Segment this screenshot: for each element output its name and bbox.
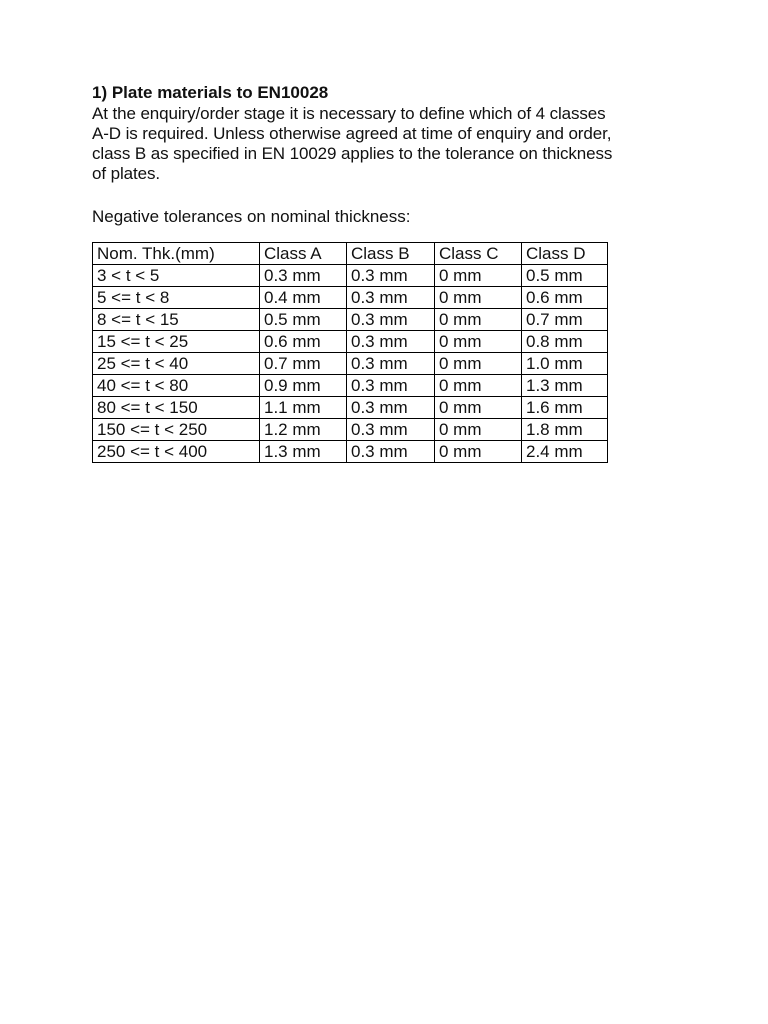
table-cell: 0.3 mm [347, 331, 435, 353]
table-cell: 0.9 mm [260, 375, 347, 397]
table-cell: 0.3 mm [347, 419, 435, 441]
paragraph-line: of plates. [92, 164, 160, 183]
table-cell: 0.4 mm [260, 287, 347, 309]
table-cell: 1.8 mm [522, 419, 608, 441]
table-row [93, 309, 608, 331]
table-row [93, 287, 608, 309]
table-cell: 0.3 mm [347, 375, 435, 397]
table-caption: Negative tolerances on nominal thickness: [92, 207, 411, 226]
table-cell: 150 <= t < 250 [93, 419, 260, 441]
table-cell: 0.3 mm [347, 353, 435, 375]
table-cell: 0.3 mm [260, 265, 347, 287]
header-cell: Nom. Thk.(mm) [93, 243, 260, 265]
table-cell: 2.4 mm [522, 441, 608, 463]
table-cell: 0.3 mm [347, 441, 435, 463]
table-row [93, 397, 608, 419]
table-cell: 0.3 mm [347, 309, 435, 331]
table-cell: 0.5 mm [260, 309, 347, 331]
table-cell: 0 mm [435, 375, 522, 397]
header-cell: Class C [435, 243, 522, 265]
table-row [93, 265, 608, 287]
table-cell: 1.1 mm [260, 397, 347, 419]
header-cell: Class D [522, 243, 608, 265]
table-cell: 1.6 mm [522, 397, 608, 419]
table-cell: 0 mm [435, 419, 522, 441]
table-cell: 8 <= t < 15 [93, 309, 260, 331]
table-header-row [93, 243, 608, 265]
paragraph-line: At the enquiry/order stage it is necessary to define which of 4 classes [92, 104, 606, 123]
table-cell: 0.6 mm [260, 331, 347, 353]
table-cell: 0 mm [435, 353, 522, 375]
table-cell: 0 mm [435, 309, 522, 331]
table-cell: 40 <= t < 80 [93, 375, 260, 397]
table-cell: 25 <= t < 40 [93, 353, 260, 375]
table-cell: 0.3 mm [347, 265, 435, 287]
table-row [93, 375, 608, 397]
table-cell: 0.8 mm [522, 331, 608, 353]
table-cell: 80 <= t < 150 [93, 397, 260, 419]
table-cell: 1.3 mm [522, 375, 608, 397]
table-cell: 0.7 mm [260, 353, 347, 375]
table-cell: 0 mm [435, 265, 522, 287]
paragraph-line: A-D is required. Unless otherwise agreed at time of enquiry and order, [92, 124, 612, 143]
table-cell: 1.2 mm [260, 419, 347, 441]
table-cell: 1.3 mm [260, 441, 347, 463]
table-cell: 0.7 mm [522, 309, 608, 331]
table-row [93, 353, 608, 375]
paragraph-line: class B as specified in EN 10029 applies to the tolerance on thickness [92, 144, 613, 163]
table-cell: 250 <= t < 400 [93, 441, 260, 463]
document-body [92, 82, 692, 463]
table-cell: 0 mm [435, 331, 522, 353]
table-cell: 0.5 mm [522, 265, 608, 287]
table-cell: 0.3 mm [347, 397, 435, 419]
table-row [93, 441, 608, 463]
table-cell: 1.0 mm [522, 353, 608, 375]
table-row [93, 331, 608, 353]
table-cell: 0.3 mm [347, 287, 435, 309]
table-row [93, 419, 608, 441]
table-cell: 3 < t < 5 [93, 265, 260, 287]
header-cell: Class A [260, 243, 347, 265]
table-cell: 0.6 mm [522, 287, 608, 309]
table-cell: 15 <= t < 25 [93, 331, 260, 353]
table-cell: 0 mm [435, 397, 522, 419]
table-cell: 0 mm [435, 287, 522, 309]
section-heading: 1) Plate materials to EN10028 [92, 83, 329, 102]
table-cell: 5 <= t < 8 [93, 287, 260, 309]
header-cell: Class B [347, 243, 435, 265]
tolerance-table [92, 242, 608, 463]
table-cell: 0 mm [435, 441, 522, 463]
